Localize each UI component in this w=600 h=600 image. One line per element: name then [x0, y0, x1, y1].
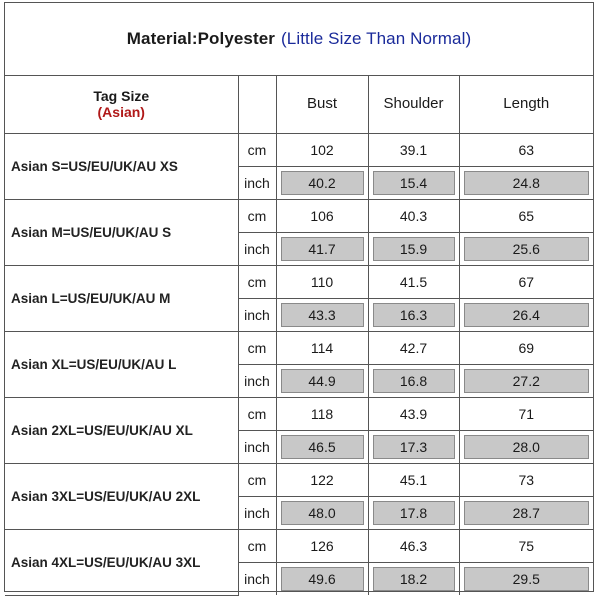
shoulder-inch-cell [368, 232, 459, 265]
length-cm-value: 65 [459, 199, 593, 232]
bust-inch-cell [276, 166, 368, 199]
unit-cm: cm [238, 529, 276, 562]
table-row-cm [5, 463, 593, 496]
bust-cm-value: 110 [276, 265, 368, 298]
header-unit [238, 75, 276, 133]
bust-inch-value: 41.7 [281, 237, 364, 261]
length-inch-value: 24.8 [464, 171, 590, 195]
bust-cm-value: 114 [276, 331, 368, 364]
length-cm-value: 71 [459, 397, 593, 430]
size-name: Asian M=US/EU/UK/AU S [5, 199, 238, 265]
unit-inch: inch [238, 364, 276, 397]
table-row-cm [5, 529, 593, 562]
length-inch-value: 25.6 [464, 237, 590, 261]
length-inch-cell [459, 364, 593, 397]
table-row-cm [5, 397, 593, 430]
shoulder-inch-cell [368, 496, 459, 529]
header-bust: Bust [276, 75, 368, 133]
unit-cm: cm [238, 133, 276, 166]
shoulder-cm-value: 43.9 [368, 397, 459, 430]
unit-inch: inch [238, 166, 276, 199]
shoulder-inch-cell [368, 166, 459, 199]
unit-cm: cm [238, 463, 276, 496]
bust-inch-cell [276, 232, 368, 265]
material-label: Material:Polyester [126, 29, 276, 48]
table-row-cm [5, 331, 593, 364]
shoulder-inch-value: 16.3 [373, 303, 455, 327]
unit-inch: inch [238, 430, 276, 463]
header-tag-size: Tag Size (Asian) [5, 75, 238, 133]
bust-inch-value: 48.0 [281, 501, 364, 525]
unit-cm: cm [238, 265, 276, 298]
shoulder-cm-value: 45.1 [368, 463, 459, 496]
shoulder-inch-value: 15.9 [373, 237, 455, 261]
size-table [5, 75, 593, 596]
length-cm-value: 63 [459, 133, 593, 166]
bust-cm-value: 122 [276, 463, 368, 496]
bust-inch-cell [276, 364, 368, 397]
header-length: Length [459, 75, 593, 133]
length-inch-cell [459, 562, 593, 595]
shoulder-cm-value: 39.1 [368, 133, 459, 166]
bust-cm-value: 118 [276, 397, 368, 430]
unit-inch: inch [238, 232, 276, 265]
unit-inch: inch [238, 496, 276, 529]
length-cm-value: 75 [459, 529, 593, 562]
size-chart [4, 2, 594, 592]
length-cm-value: 69 [459, 331, 593, 364]
length-inch-value: 28.7 [464, 501, 590, 525]
shoulder-cm-value: 41.5 [368, 265, 459, 298]
shoulder-inch-value: 15.4 [373, 171, 455, 195]
size-name: Asian S=US/EU/UK/AU XS [5, 133, 238, 199]
bust-inch-value: 46.5 [281, 435, 364, 459]
length-inch-cell [459, 232, 593, 265]
size-note: (Little Size Than Normal) [281, 29, 472, 48]
length-inch-cell [459, 496, 593, 529]
size-name: Asian 3XL=US/EU/UK/AU 2XL [5, 463, 238, 529]
bust-inch-value: 44.9 [281, 369, 364, 393]
chart-title [5, 3, 593, 76]
size-name: Asian L=US/EU/UK/AU M [5, 265, 238, 331]
bust-inch-cell [276, 496, 368, 529]
header-shoulder: Shoulder [368, 75, 459, 133]
size-name: Asian 4XL=US/EU/UK/AU 3XL [5, 529, 238, 595]
length-inch-value: 27.2 [464, 369, 590, 393]
shoulder-inch-cell [368, 364, 459, 397]
length-inch-cell [459, 166, 593, 199]
table-header-row [5, 75, 593, 133]
unit-cm: cm [238, 397, 276, 430]
shoulder-inch-value: 16.8 [373, 369, 455, 393]
length-inch-value: 29.5 [464, 567, 590, 591]
bust-cm-value: 102 [276, 133, 368, 166]
length-inch-value: 28.0 [464, 435, 590, 459]
table-row-cm [5, 199, 593, 232]
length-inch-cell [459, 430, 593, 463]
shoulder-inch-cell [368, 562, 459, 595]
bust-cm-value: 106 [276, 199, 368, 232]
shoulder-inch-cell [368, 430, 459, 463]
shoulder-inch-value: 17.8 [373, 501, 455, 525]
bust-inch-value: 43.3 [281, 303, 364, 327]
unit-inch: inch [238, 562, 276, 595]
bust-inch-value: 40.2 [281, 171, 364, 195]
size-name: Asian XL=US/EU/UK/AU L [5, 331, 238, 397]
shoulder-cm-value: 40.3 [368, 199, 459, 232]
unit-inch: inch [238, 298, 276, 331]
bust-inch-cell [276, 562, 368, 595]
table-row-cm [5, 133, 593, 166]
shoulder-inch-value: 17.3 [373, 435, 455, 459]
shoulder-cm-value: 42.7 [368, 331, 459, 364]
bust-inch-value: 49.6 [281, 567, 364, 591]
length-inch-cell [459, 298, 593, 331]
shoulder-inch-cell [368, 298, 459, 331]
bust-inch-cell [276, 298, 368, 331]
length-cm-value: 67 [459, 265, 593, 298]
shoulder-cm-value: 46.3 [368, 529, 459, 562]
unit-cm: cm [238, 199, 276, 232]
table-row-cm [5, 265, 593, 298]
bust-inch-cell [276, 430, 368, 463]
bust-cm-value: 126 [276, 529, 368, 562]
unit-cm: cm [238, 331, 276, 364]
length-inch-value: 26.4 [464, 303, 590, 327]
size-name: Asian 2XL=US/EU/UK/AU XL [5, 397, 238, 463]
length-cm-value: 73 [459, 463, 593, 496]
shoulder-inch-value: 18.2 [373, 567, 455, 591]
